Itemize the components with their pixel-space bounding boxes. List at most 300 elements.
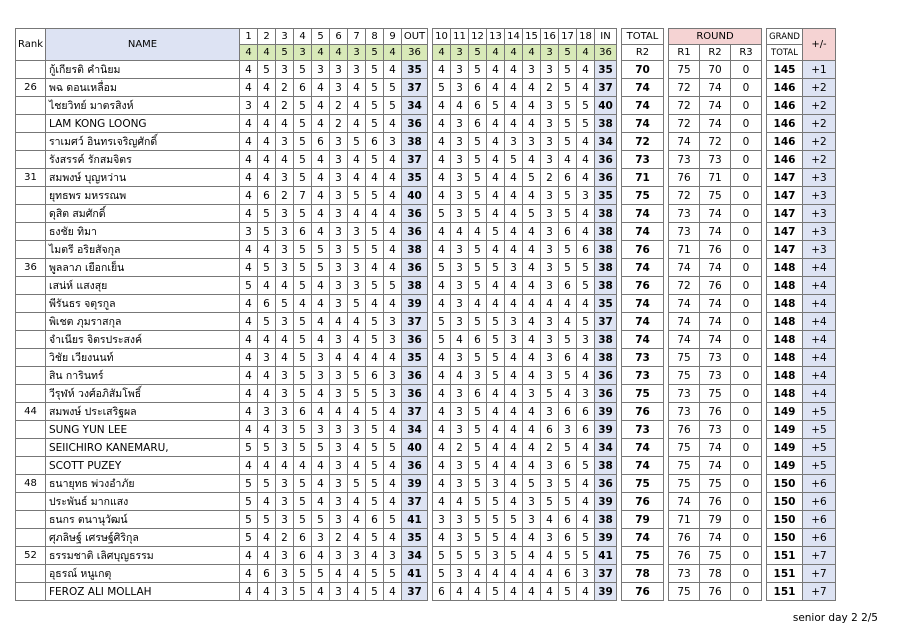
grand-header: GRAND	[767, 29, 803, 45]
rank-cell	[16, 493, 46, 511]
plusminus-value: +2	[803, 151, 836, 169]
hole-score: 5	[487, 529, 505, 547]
hole-score: 5	[366, 457, 384, 475]
plusminus-value: +5	[803, 421, 836, 439]
hole-score: 3	[276, 385, 294, 403]
hole-score: 3	[384, 331, 402, 349]
hole-score: 4	[487, 241, 505, 259]
player-name: ธนายุทธ พ่วงอำภัย	[46, 475, 240, 493]
hole-score: 3	[258, 349, 276, 367]
hole-score: 4	[433, 277, 451, 295]
hole-score: 4	[366, 547, 384, 565]
r1-score: 74	[669, 133, 700, 151]
plusminus-value: +3	[803, 241, 836, 259]
hole-score: 3	[451, 205, 469, 223]
r2-score: 79	[700, 511, 731, 529]
r3-score: 0	[731, 529, 762, 547]
r2-score: 76	[700, 493, 731, 511]
hole-score: 4	[577, 475, 595, 493]
hole-score: 4	[258, 79, 276, 97]
hole-score: 5	[577, 97, 595, 115]
r1-score: 75	[669, 583, 700, 601]
hole-score: 5	[451, 547, 469, 565]
hole-number: 12	[469, 29, 487, 45]
hole-score: 3	[276, 205, 294, 223]
hole-score: 6	[559, 277, 577, 295]
player-row	[16, 241, 836, 259]
hole-score: 6	[559, 511, 577, 529]
r2-score: 76	[700, 277, 731, 295]
out-score: 40	[402, 439, 428, 457]
hole-score: 2	[541, 169, 559, 187]
par-value: 3	[294, 45, 312, 61]
plusminus-value: +2	[803, 79, 836, 97]
r1-score: 76	[669, 169, 700, 187]
hole-score: 5	[258, 439, 276, 457]
r3-score: 0	[731, 439, 762, 457]
hole-score: 5	[469, 493, 487, 511]
hole-score: 3	[330, 457, 348, 475]
r2-score: 74	[700, 457, 731, 475]
hole-score: 4	[523, 583, 541, 601]
hole-score: 3	[312, 421, 330, 439]
hole-score: 3	[330, 367, 348, 385]
hole-score: 3	[330, 205, 348, 223]
hole-score: 4	[487, 115, 505, 133]
hole-score: 5	[505, 151, 523, 169]
hole-score: 5	[541, 385, 559, 403]
r2-score: 74	[700, 79, 731, 97]
hole-score: 6	[559, 457, 577, 475]
rank-cell: 36	[16, 259, 46, 277]
hole-score: 5	[577, 547, 595, 565]
hole-score: 5	[258, 475, 276, 493]
r1-score: 72	[669, 115, 700, 133]
hole-score: 4	[384, 115, 402, 133]
hole-score: 4	[505, 295, 523, 313]
plusminus-value: +7	[803, 565, 836, 583]
r1-score: 76	[669, 421, 700, 439]
hole-score: 5	[487, 259, 505, 277]
round-total: 75	[622, 385, 664, 403]
out-score: 35	[402, 529, 428, 547]
hole-score: 3	[505, 259, 523, 277]
out-score: 36	[402, 205, 428, 223]
hole-score: 4	[487, 457, 505, 475]
hole-score: 4	[433, 529, 451, 547]
hole-score: 4	[505, 97, 523, 115]
hole-score: 4	[240, 421, 258, 439]
hole-score: 3	[469, 367, 487, 385]
hole-score: 5	[294, 313, 312, 331]
plusminus-value: +4	[803, 313, 836, 331]
player-name: จำเนียร จิตรประสงค์	[46, 331, 240, 349]
hole-score: 3	[451, 277, 469, 295]
out-score: 34	[402, 547, 428, 565]
hole-score: 4	[240, 349, 258, 367]
hole-score: 4	[240, 403, 258, 421]
hole-score: 4	[505, 565, 523, 583]
r1-score: 74	[669, 259, 700, 277]
hole-score: 4	[469, 223, 487, 241]
r3-score: 0	[731, 547, 762, 565]
hole-score: 3	[312, 529, 330, 547]
hole-score: 3	[487, 475, 505, 493]
hole-score: 4	[312, 151, 330, 169]
in-score: 38	[595, 511, 617, 529]
hole-score: 4	[240, 295, 258, 313]
hole-score: 4	[577, 79, 595, 97]
hole-score: 3	[276, 493, 294, 511]
rank-cell	[16, 187, 46, 205]
hole-score: 5	[559, 493, 577, 511]
hole-score: 5	[523, 475, 541, 493]
hole-score: 5	[469, 151, 487, 169]
hole-score: 3	[541, 115, 559, 133]
hole-score: 5	[258, 259, 276, 277]
player-name: ศุภลิษฐ์ เศรษฐ์ศิริกุล	[46, 529, 240, 547]
hole-score: 5	[433, 547, 451, 565]
hole-score: 5	[294, 385, 312, 403]
in-header: IN	[595, 29, 617, 45]
hole-score: 5	[559, 439, 577, 457]
player-row	[16, 547, 836, 565]
hole-score: 4	[330, 403, 348, 421]
hole-score: 4	[577, 205, 595, 223]
hole-score: 2	[276, 79, 294, 97]
hole-score: 5	[240, 493, 258, 511]
player-name: ไมตรี อริยสัจกุล	[46, 241, 240, 259]
player-row	[16, 403, 836, 421]
rank-cell	[16, 421, 46, 439]
hole-score: 4	[312, 457, 330, 475]
hole-score: 3	[384, 547, 402, 565]
player-name: ประพันธ์ มากแสง	[46, 493, 240, 511]
hole-score: 4	[541, 583, 559, 601]
hole-score: 5	[258, 223, 276, 241]
hole-score: 4	[348, 151, 366, 169]
hole-score: 4	[559, 151, 577, 169]
hole-score: 4	[433, 493, 451, 511]
grand-total: 148	[767, 331, 803, 349]
hole-score: 3	[505, 133, 523, 151]
hole-score: 4	[258, 421, 276, 439]
player-row	[16, 313, 836, 331]
hole-score: 4	[505, 241, 523, 259]
player-row	[16, 295, 836, 313]
hole-score: 3	[276, 259, 294, 277]
hole-score: 4	[384, 205, 402, 223]
hole-score: 3	[258, 403, 276, 421]
player-name: พฉ ดอนเหลื่อม	[46, 79, 240, 97]
round-total: 74	[622, 457, 664, 475]
grand-total: 146	[767, 97, 803, 115]
hole-score: 5	[294, 367, 312, 385]
r1-header: R1	[669, 45, 700, 61]
hole-score: 4	[312, 331, 330, 349]
hole-score: 3	[330, 187, 348, 205]
in-score: 38	[595, 331, 617, 349]
par-value: 4	[505, 45, 523, 61]
hole-score: 3	[348, 421, 366, 439]
hole-score: 4	[505, 421, 523, 439]
plusminus-value: +3	[803, 223, 836, 241]
hole-score: 3	[276, 475, 294, 493]
hole-score: 3	[330, 547, 348, 565]
hole-score: 4	[348, 565, 366, 583]
hole-score: 5	[294, 421, 312, 439]
hole-score: 5	[366, 421, 384, 439]
hole-score: 4	[505, 169, 523, 187]
round-total: 75	[622, 187, 664, 205]
hole-score: 4	[348, 583, 366, 601]
hole-score: 4	[312, 295, 330, 313]
hole-score: 3	[384, 385, 402, 403]
player-row	[16, 259, 836, 277]
hole-score: 6	[577, 421, 595, 439]
par-value: 5	[469, 45, 487, 61]
r3-score: 0	[731, 331, 762, 349]
hole-score: 4	[384, 241, 402, 259]
r1-score: 72	[669, 97, 700, 115]
hole-score: 5	[469, 61, 487, 79]
hole-score: 4	[523, 565, 541, 583]
hole-score: 3	[451, 529, 469, 547]
hole-number: 1	[240, 29, 258, 45]
r1-score: 71	[669, 511, 700, 529]
r2-score: 74	[700, 205, 731, 223]
hole-score: 4	[541, 511, 559, 529]
hole-score: 4	[258, 97, 276, 115]
hole-score: 4	[240, 547, 258, 565]
in-score: 37	[595, 79, 617, 97]
hole-score: 5	[240, 277, 258, 295]
hole-score: 4	[523, 313, 541, 331]
hole-score: 4	[384, 223, 402, 241]
hole-score: 3	[276, 223, 294, 241]
out-score: 40	[402, 187, 428, 205]
hole-score: 5	[384, 511, 402, 529]
r3-score: 0	[731, 169, 762, 187]
hole-score: 4	[384, 187, 402, 205]
par-value: 4	[577, 45, 595, 61]
hole-score: 4	[523, 277, 541, 295]
hole-score: 4	[451, 493, 469, 511]
rank-cell	[16, 583, 46, 601]
hole-score: 3	[541, 97, 559, 115]
hole-score: 4	[523, 115, 541, 133]
player-row	[16, 421, 836, 439]
hole-score: 5	[366, 475, 384, 493]
player-name: พูลลาภ เยือกเย็น	[46, 259, 240, 277]
hole-score: 4	[258, 277, 276, 295]
plusminus-value: +2	[803, 97, 836, 115]
r3-score: 0	[731, 511, 762, 529]
hole-score: 5	[366, 187, 384, 205]
round-total: 76	[622, 277, 664, 295]
hole-score: 4	[240, 583, 258, 601]
r2-score: 74	[700, 223, 731, 241]
rank-cell	[16, 241, 46, 259]
hole-score: 4	[523, 151, 541, 169]
hole-score: 5	[240, 529, 258, 547]
in-score: 37	[595, 565, 617, 583]
in-score: 36	[595, 367, 617, 385]
hole-score: 3	[541, 367, 559, 385]
hole-score: 3	[541, 349, 559, 367]
hole-score: 5	[294, 331, 312, 349]
rank-cell	[16, 115, 46, 133]
rank-header: Rank	[16, 29, 46, 61]
r2-score: 74	[700, 331, 731, 349]
hole-score: 4	[577, 61, 595, 79]
r2-score: 76	[700, 403, 731, 421]
player-name: พิเชต ภุมราสกุล	[46, 313, 240, 331]
in-score: 37	[595, 313, 617, 331]
hole-score: 4	[240, 205, 258, 223]
out-score: 41	[402, 565, 428, 583]
r2-score: 73	[700, 367, 731, 385]
plusminus-value: +5	[803, 439, 836, 457]
hole-score: 3	[451, 133, 469, 151]
hole-score: 4	[433, 133, 451, 151]
hole-score: 6	[258, 295, 276, 313]
hole-score: 5	[366, 565, 384, 583]
player-row	[16, 475, 836, 493]
hole-score: 4	[312, 583, 330, 601]
hole-score: 5	[366, 151, 384, 169]
hole-score: 3	[330, 79, 348, 97]
player-name: สิน การินทร์	[46, 367, 240, 385]
r1-score: 76	[669, 547, 700, 565]
hole-score: 3	[276, 133, 294, 151]
plusminus-header: +/-	[803, 29, 836, 61]
player-row	[16, 439, 836, 457]
hole-score: 2	[330, 115, 348, 133]
plusminus-value: +7	[803, 583, 836, 601]
hole-score: 4	[523, 97, 541, 115]
hole-score: 5	[559, 367, 577, 385]
hole-score: 4	[240, 187, 258, 205]
hole-score: 5	[433, 565, 451, 583]
hole-score: 5	[366, 241, 384, 259]
round-total: 76	[622, 493, 664, 511]
r3-score: 0	[731, 223, 762, 241]
hole-score: 5	[559, 475, 577, 493]
hole-score: 3	[312, 61, 330, 79]
hole-score: 6	[559, 223, 577, 241]
hole-score: 3	[541, 241, 559, 259]
round-total: 73	[622, 367, 664, 385]
hole-score: 5	[312, 259, 330, 277]
hole-score: 6	[366, 367, 384, 385]
hole-score: 4	[240, 79, 258, 97]
hole-score: 5	[366, 331, 384, 349]
out-score: 38	[402, 133, 428, 151]
r2-score: 72	[700, 133, 731, 151]
hole-score: 4	[523, 295, 541, 313]
plusminus-value: +4	[803, 295, 836, 313]
hole-score: 4	[469, 583, 487, 601]
rank-cell: 44	[16, 403, 46, 421]
hole-score: 5	[559, 259, 577, 277]
hole-score: 2	[541, 79, 559, 97]
hole-score: 3	[276, 439, 294, 457]
r1-score: 75	[669, 457, 700, 475]
hole-score: 4	[384, 421, 402, 439]
hole-score: 4	[384, 529, 402, 547]
in-score: 35	[595, 61, 617, 79]
hole-score: 3	[451, 349, 469, 367]
hole-score: 3	[276, 583, 294, 601]
hole-score: 4	[505, 187, 523, 205]
scoreboard-table	[15, 28, 836, 601]
hole-score: 5	[577, 259, 595, 277]
hole-score: 4	[312, 493, 330, 511]
hole-score: 7	[294, 187, 312, 205]
player-row	[16, 97, 836, 115]
player-row	[16, 151, 836, 169]
hole-score: 4	[330, 313, 348, 331]
hole-score: 5	[294, 241, 312, 259]
plusminus-value: +6	[803, 493, 836, 511]
par-value: 4	[330, 45, 348, 61]
hole-score: 5	[487, 331, 505, 349]
rank-cell	[16, 97, 46, 115]
hole-score: 4	[505, 583, 523, 601]
hole-score: 5	[505, 511, 523, 529]
hole-score: 5	[559, 547, 577, 565]
hole-score: 4	[366, 205, 384, 223]
hole-score: 5	[294, 493, 312, 511]
hole-score: 5	[433, 331, 451, 349]
plusminus-value: +2	[803, 115, 836, 133]
r2-score: 73	[700, 151, 731, 169]
rank-cell	[16, 61, 46, 79]
hole-score: 4	[487, 205, 505, 223]
hole-score: 4	[348, 79, 366, 97]
rank-cell	[16, 151, 46, 169]
hole-score: 3	[451, 313, 469, 331]
hole-number: 9	[384, 29, 402, 45]
r3-score: 0	[731, 457, 762, 475]
hole-score: 4	[487, 295, 505, 313]
hole-score: 3	[330, 331, 348, 349]
in-score: 38	[595, 241, 617, 259]
grand-total: 149	[767, 421, 803, 439]
hole-score: 4	[384, 295, 402, 313]
player-name: วีรุฬห์ วงศ์อภิสัมโพธิ์	[46, 385, 240, 403]
out-score: 36	[402, 385, 428, 403]
hole-score: 4	[433, 115, 451, 133]
hole-score: 3	[330, 61, 348, 79]
hole-score: 4	[348, 403, 366, 421]
in-score: 36	[595, 151, 617, 169]
hole-score: 4	[505, 223, 523, 241]
hole-score: 5	[469, 475, 487, 493]
plusminus-value: +6	[803, 511, 836, 529]
r2-header: R2	[700, 45, 731, 61]
hole-score: 3	[505, 331, 523, 349]
hole-score: 3	[541, 457, 559, 475]
hole-score: 5	[312, 565, 330, 583]
hole-score: 4	[433, 295, 451, 313]
hole-score: 4	[312, 403, 330, 421]
hole-score: 3	[276, 565, 294, 583]
hole-score: 2	[330, 97, 348, 115]
hole-score: 3	[330, 133, 348, 151]
hole-score: 4	[366, 169, 384, 187]
